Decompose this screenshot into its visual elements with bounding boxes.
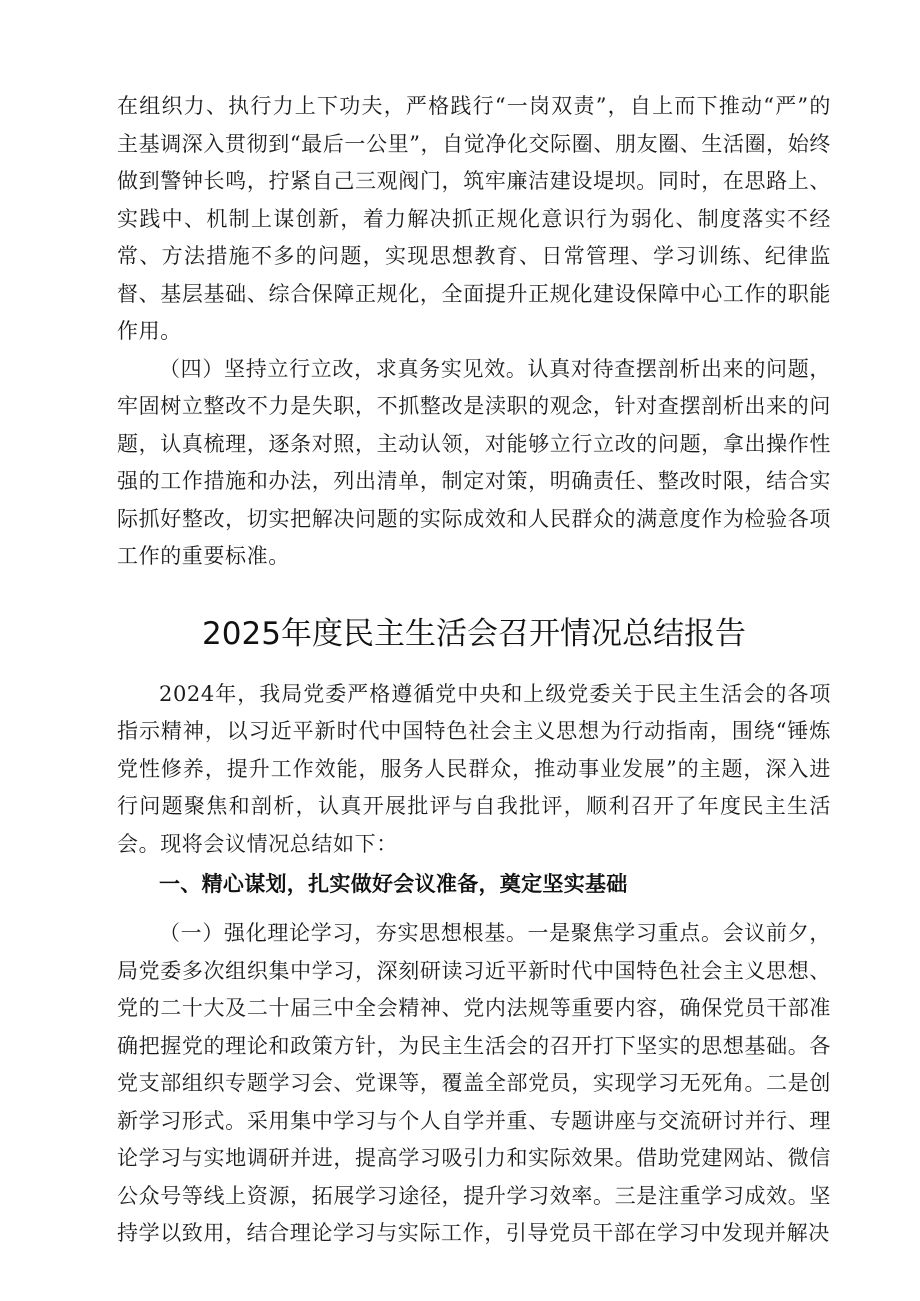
section-heading-one: 一、精心谋划，扎实做好会议准备，奠定坚实基础: [159, 872, 628, 896]
paragraph-continuation: 在组织力、执行力上下功夫，严格践行“一岗双责”，自上而下推动“严”的主基调深入贯彻到“最后一公里”，自觉净化交际圈、朋友圈、生活圈，始终做到警钟长鸣，拧紧自己三观阀门，筑牢廉洁建设堤坝。同时，在思路上、实践中、机制上谋创新，着力解决抓正规化意识行为弱化、制度落实不经常、方法措施不多的问题，实现思想教育、日常管理、学习训练、纪律监督、基层基础、综合保障正规化，全面提升正规化建设保障中心工作的职能作用。: [117, 94, 831, 343]
document-body: [117, 88, 831, 1253]
paragraph-intro: 2024年，我局党委严格遵循党中央和上级党委关于民主生活会的各项指示精神，以习近平新时代中国特色社会主义思想为行动指南，围绕“锤炼党性修养，提升工作效能，服务人民群众，推动事业发展”的主题，深入进行问题聚焦和剖析，认真开展批评与自我批评，顺利召开了年度民主生活会。现将会议情况总结如下：: [117, 681, 831, 856]
paragraph-section-four: （四）坚持立行立改，求真务实见效。认真对待查摆剖析出来的问题，牢固树立整改不力是失职，不抓整改是渎职的观念，针对查摆剖析出来的问题，认真梳理，逐条对照，主动认领，对能够立行立改的问题，拿出操作性强的工作措施和办法，列出清单，制定对策，明确责任、整改时限，结合实际抓好整改，切实把解决问题的实际成效和人民群众的满意度作为检验各项工作的重要标准。: [117, 356, 831, 568]
paragraph-theory-study: （一）强化理论学习，夯实思想根基。一是聚焦学习重点。会议前夕，局党委多次组织集中学习，深刻研读习近平新时代中国特色社会主义思想、党的二十大及二十届三中全会精神、党内法规等重要内容，确保党员干部准确把握党的理论和政策方针，为民主生活会的召开打下坚实的思想基础。各党支部组织专题学习会、党课等，覆盖全部党员，实现学习无死角。二是创新学习形式。采用集中学习与个人自学并重、专题讲座与交流研讨并行、理论学习与实地调研并进，提高学习吸引力和实际效果。借助党建网站、微信公众号等线上资源，拓展学习途径，提升学习效率。三是注重学习成效。坚持学以致用，结合理论学习与实际工作，引导党员干部在学习中发现并解决: [117, 921, 831, 1245]
report-title: 2025年度民主生活会召开情况总结报告: [202, 615, 746, 652]
